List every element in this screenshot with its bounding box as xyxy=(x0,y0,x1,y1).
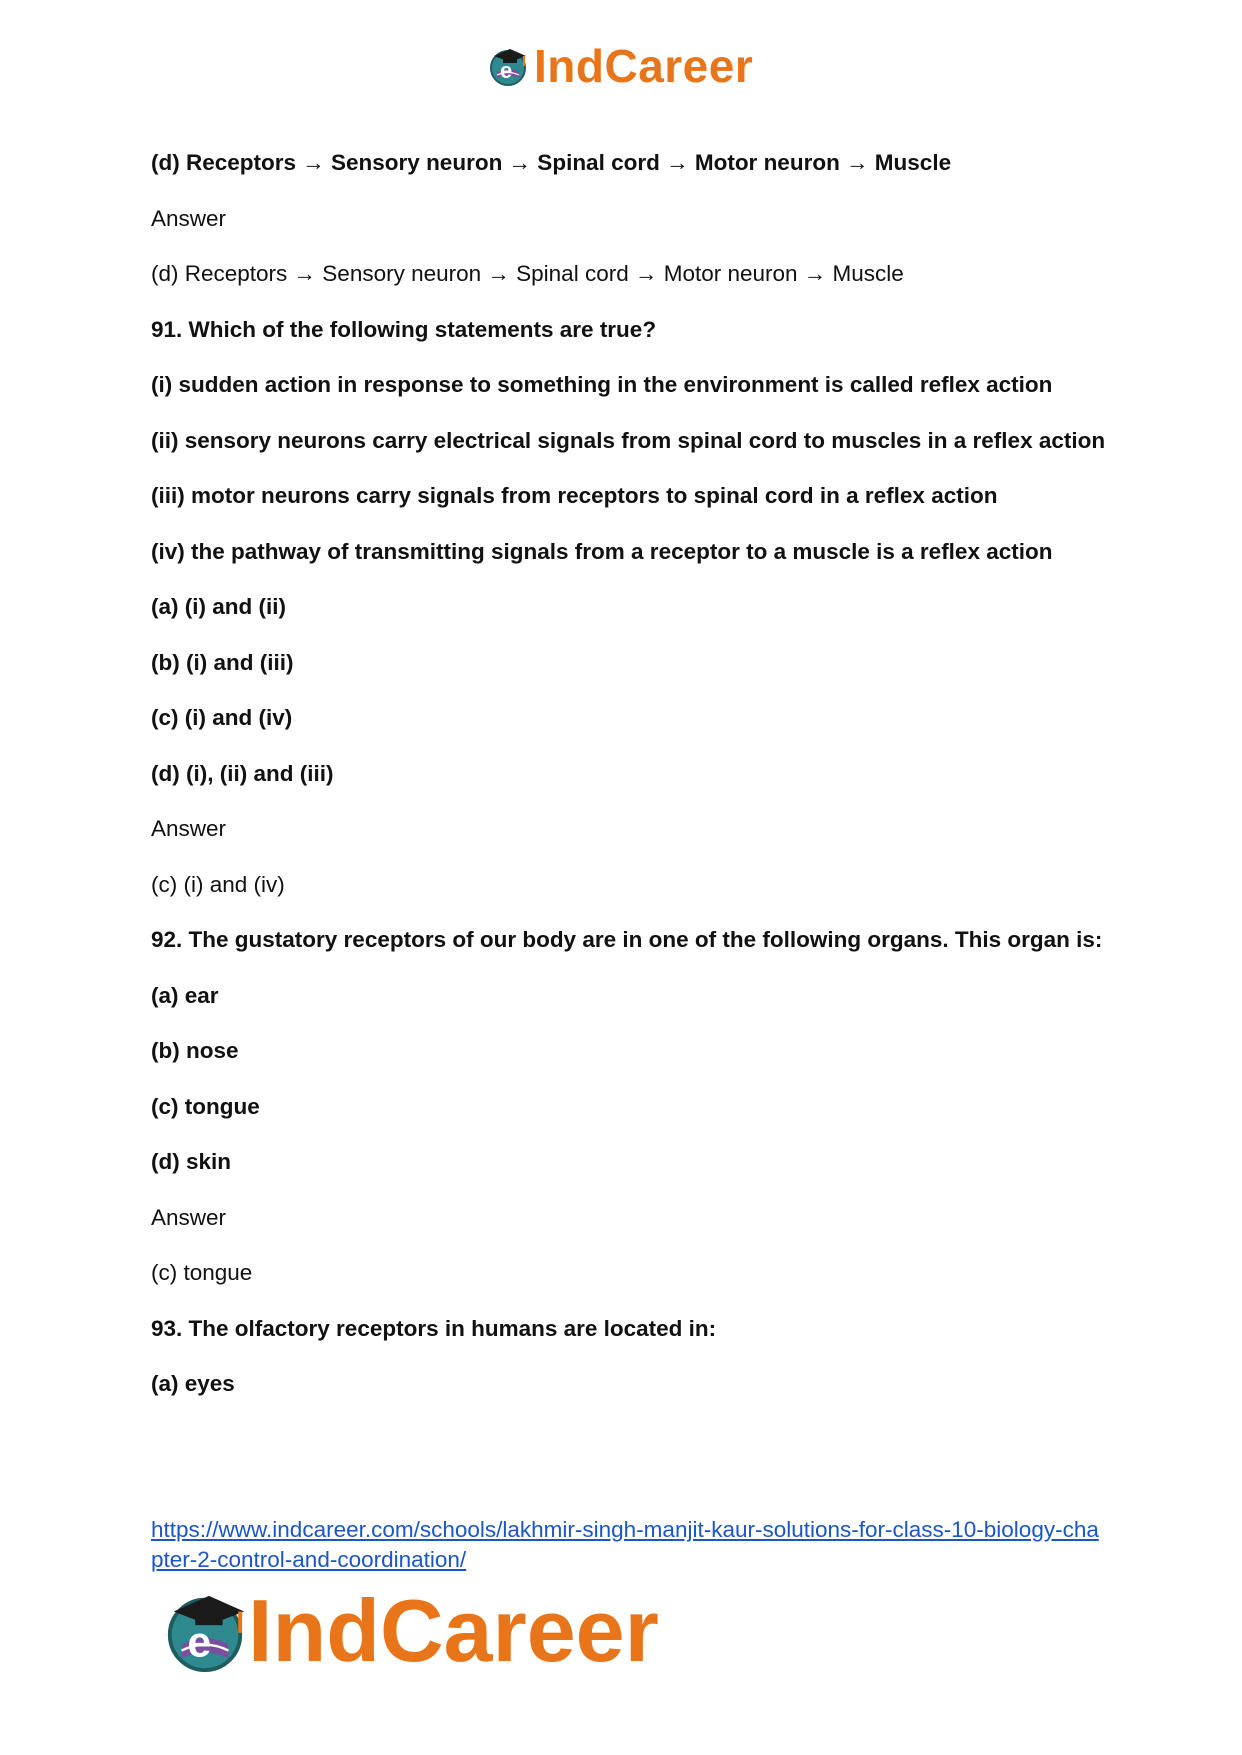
graduation-book-globe-icon xyxy=(162,1588,248,1674)
paragraph-gap xyxy=(151,733,1111,759)
paragraph-gap xyxy=(151,1344,1111,1370)
question-text: (i) sudden action in response to something in the environment is called reflex action xyxy=(151,372,1053,397)
logo-wordmark: IndCareer xyxy=(248,1581,659,1680)
paragraph-gap xyxy=(151,1288,1111,1314)
paragraph-gap xyxy=(151,400,1111,426)
question-text: (d) (i), (ii) and (iii) xyxy=(151,760,334,786)
logo-wordmark: IndCareer xyxy=(534,40,754,92)
question-text: 93. The olfactory receptors in humans are located in: xyxy=(151,1315,717,1341)
answer-text: (c) tongue xyxy=(151,1260,253,1285)
paragraph-gap xyxy=(151,678,1111,704)
question-text: (d) Receptors → Sensory neuron → Spinal cord → Motor neuron → Muscle xyxy=(151,150,952,175)
paragraph-gap xyxy=(151,234,1111,260)
paragraph-gap xyxy=(151,1177,1111,1203)
svg-text:e: e xyxy=(500,58,513,83)
document-body xyxy=(151,148,1111,1399)
svg-text:e: e xyxy=(187,1618,212,1667)
source-link[interactable]: https://www.indcareer.com/schools/lakhmir-singh-manjit-kaur-solutions-for-class-10-biology-chapter-2-control-and-coordination/ xyxy=(151,1517,1099,1572)
paragraph-gap xyxy=(151,622,1111,648)
paragraph-gap xyxy=(151,289,1111,315)
answer-text: Answer xyxy=(151,816,227,841)
paragraph-gap xyxy=(151,789,1111,815)
question-text: (b) nose xyxy=(151,1038,239,1063)
paragraph-gap xyxy=(151,1233,1111,1259)
paragraph-gap xyxy=(151,511,1111,537)
question-text: (c) (i) and (iv) xyxy=(151,705,293,730)
footer-logo xyxy=(162,1581,659,1680)
paragraph-gap xyxy=(151,1011,1111,1037)
question-text: (c) tongue xyxy=(151,1093,260,1119)
answer-text: Answer xyxy=(151,205,227,231)
paragraph-gap xyxy=(151,900,1111,926)
question-text: (d) skin xyxy=(151,1149,232,1174)
question-text: (ii) sensory neurons carry electrical signals from spinal cord to muscles in a reflex action xyxy=(151,427,1106,453)
question-text: (b) (i) and (iii) xyxy=(151,649,294,675)
question-text: (iv) the pathway of transmitting signals from a receptor to a muscle is a reflex action xyxy=(151,538,1053,564)
answer-text: (d) Receptors → Sensory neuron → Spinal cord → Motor neuron → Muscle xyxy=(151,261,904,286)
paragraph-gap xyxy=(151,1066,1111,1092)
question-text: 92. The gustatory receptors of our body are in one of the following organs. This organ is: xyxy=(151,927,1103,952)
header-logo xyxy=(488,40,753,92)
question-text: 91. Which of the following statements are true? xyxy=(151,316,657,342)
paragraph-gap xyxy=(151,178,1111,204)
paragraph-gap xyxy=(151,955,1111,981)
paragraph-gap xyxy=(151,567,1111,593)
paragraph-gap xyxy=(151,844,1111,870)
question-text: (a) ear xyxy=(151,982,219,1008)
answer-text: Answer xyxy=(151,1204,227,1230)
graduation-book-globe-icon xyxy=(488,44,532,88)
paragraph-gap xyxy=(151,345,1111,371)
answer-text: (c) (i) and (iv) xyxy=(151,871,285,897)
question-text: (a) eyes xyxy=(151,1371,235,1396)
question-text: (iii) motor neurons carry signals from receptors to spinal cord in a reflex action xyxy=(151,483,998,508)
question-text: (a) (i) and (ii) xyxy=(151,594,286,619)
paragraph-gap xyxy=(151,1122,1111,1148)
paragraph-gap xyxy=(151,456,1111,482)
